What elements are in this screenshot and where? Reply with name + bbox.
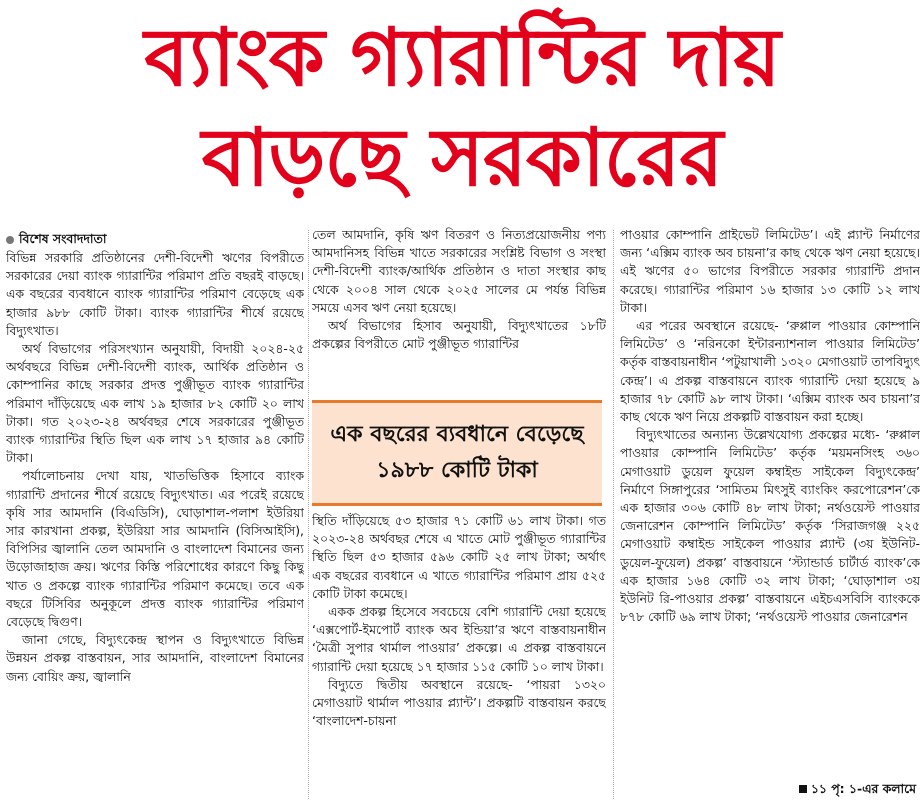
headline-line1: ব্যাংক গ্যারান্টির দায় — [144, 11, 780, 104]
byline — [6, 230, 304, 247]
byline-text: বিশেষ সংবাদদাতা — [19, 231, 107, 246]
paragraph: এর পরের অবস্থানে রয়েছে- ‘রুপ্পাল পাওয়ার কোম্পানি লিমিটেড’ ও ‘নরিনকো ইন্টারন্যাশনাল পাওয়ার লিমিটেড’ কর্তৃক বাস্তবায়নাধীন ‘পটুয়াখালী ১৩২০ মেগাওয়াট তাপবিদ্যুৎ কেন্দ্র’। এ প্রকল্প বাস্তবায়নে ব্যাংক গ্যারান্টি দেয়া হয়েছে ৯ হাজার ৭৮ কোটি ৯৮ লাখ টাকা। ‘এক্সিম ব্যাংক অব চায়না’র কাছ থেকে ঋণ নিয়ে প্রকল্পটি বাস্তবায়ন করা হচ্ছে। — [620, 318, 920, 425]
paragraph: পর্যালোচনায় দেখা যায়, খাতভিত্তিক হিসাবে ব্যাংক গ্যারান্টি প্রদানের শীর্ষে রয়েছে বিদ্যুৎখাত। এর পরেই রয়েছে কৃষি সার আমদানি (বিএডিসি), ঘোড়াশাল-পলাশ ইউরিয়া সার কারখানা প্রকল্প, ইউরিয়া সার আমদানি (বিসিআইসি), বিপিসির জ্বালানি তেল আমদানি ও বাংলাদেশ বিমানের জন্য উড়োজাহাজ ক্রয়। ঋণের কিস্তি পরিশোধের কারণে কিছু কিছু খাত ও প্রকল্পে ব্যাংক গ্যারান্টির পরিমাণ কমেছে। তবে এক বছরে টিসিবির অনুকূলে প্রদত্ত ব্যাংক গ্যারান্টির পরিমাণ বেড়েছে দ্বিগুণ। — [6, 468, 304, 630]
paragraph: অর্থ বিভাগের হিসাব অনুযায়ী, বিদ্যুৎখাতের ১৮টি প্রকল্পের বিপরীতে মোট পুঞ্জীভূত গ্যারান্টির — [312, 318, 606, 352]
paragraph: তেল আমদানি, কৃষি ঋণ বিতরণ ও নিত্যপ্রয়োজনীয় পণ্য আমদানিসহ বিভিন্ন খাতে সরকারের সংশ্লিষ্ট বিভাগ ও সংস্থা দেশী-বিদেশী ব্যাংক/আর্থিক প্রতিষ্ঠান ও দাতা সংস্থার কাছ থেকে ২০০৪ সাল থেকে ২০২৫ সালের মে পর্যন্ত বিভিন্ন সময়ে এসব ঋণ নেয়া হয়েছে। — [312, 227, 606, 315]
article-column-1 — [6, 230, 304, 805]
article-column-2-bottom — [312, 512, 606, 805]
paragraph: একক প্রকল্প হিসেবে সবচেয়ে বেশি গ্যারান্টি দেয়া হয়েছে ‘এক্সপোর্ট-ইমপোর্ট ব্যাংক অব ইন্ডিয়া’র ঋণে বাস্তবায়নাধীন ‘মৈত্রী সুপার থার্মাল পাওয়ার’ প্রকল্পে। এ প্রকল্প বাস্তবায়নে গ্যারান্টি দেয়া হয়েছে ১৭ হাজার ১১৫ কোটি ১০ লাখ টাকা। — [312, 604, 606, 674]
continuation-text: ১১ পৃ: ১-এর কলামে — [810, 781, 916, 796]
paragraph: জানা গেছে, বিদ্যুৎকেন্দ্র স্থাপন ও বিদ্যুৎখাতে বিভিন্ন উন্নয়ন প্রকল্প বাস্তবায়ন, সার আমদানি, বাংলাদেশ বিমানের জন্য বোয়িং ক্রয়, জ্বালানি — [6, 632, 304, 684]
headline — [0, 8, 924, 208]
continuation-note — [793, 781, 916, 801]
article-column-3 — [620, 226, 920, 805]
article-column-2-top — [312, 226, 606, 391]
column-divider — [613, 230, 614, 799]
pull-quote — [312, 400, 602, 506]
paragraph: বিদ্যুৎখাতের অন্যান্য উল্লেখযোগ্য প্রকল্পের মধ্যে- ‘রুপ্পাল পাওয়ার কোম্পানি লিমিটেড’ কর্তৃক ‘ময়মনসিংহ ৩৬০ মেগাওয়াট ডুয়েল ফুয়েল কম্বাইন্ড সাইকেল বিদ্যুৎকেন্দ্র’ নির্মাণে সিঙ্গাপুরের ‘সামিতম মিৎসুই ব্যাংকিং করপোরেশন’কে এক হাজার ৩০৬ কোটি ৪৮ লাখ টাকা; নর্থওয়েস্ট পাওয়ার জেনারেশন কোম্পানি লিমিটেড’ কর্তৃক ‘সিরাজগঞ্জ ২২৫ মেগাওয়াট কম্বাইন্ড সাইকেল পাওয়ার প্ল্যান্ট (৩য় ইউনিট-ডুয়েল-ফুয়েল) প্রকল্প’ বাস্তবায়নে ‘স্ট্যান্ডার্ড চার্টার্ড ব্যাংক’কে এক হাজার ১৬৪ কোটি ৩২ লাখ টাকা; ‘ঘোড়াশাল ৩য় ইউনিট রি-পাওয়ার প্রকল্প’ বাস্তবায়নে এইচএসবিসি ব্যাংককে ৮৭৮ কোটি ৬৯ লাখ টাকা; ‘নর্থওয়েস্ট পাওয়ার জেনারেশন — [620, 427, 920, 625]
paragraph: বিদ্যুতে দ্বিতীয় অবস্থানে রয়েছে- ‘পায়রা ১৩২০ মেগাওয়াট থার্মাল পাওয়ার প্ল্যান্ট’। প্রকল্পটি বাস্তবায়ন করছে ‘বাংলাদেশ-চায়না — [312, 676, 606, 729]
paragraph: অর্থ বিভাগের পরিসংখ্যান অনুযায়ী, বিদায়ী ২০২৪-২৫ অর্থবছরে বিভিন্ন দেশী-বিদেশী ব্যাংক, আর্থিক প্রতিষ্ঠান ও কোম্পানির কাছে সরকার প্রদত্ত পুঞ্জীভূত ব্যাংক গ্যারান্টির পরিমাণ দাঁড়িয়েছে এক লাখ ১৯ হাজার ৮২ কোটি ২০ লাখ টাকা। গত ২০২৩-২৪ অর্থবছর শেষে সরকারের পুঞ্জীভূত ব্যাংক গ্যারান্টির স্থিতি ছিল এক লাখ ১৭ হাজার ৯৪ কোটি টাকা। — [6, 341, 304, 466]
pull-quote-line2: ১৯৮৮ কোটি টাকা — [376, 458, 538, 483]
paragraph: বিভিন্ন সরকারি প্রতিষ্ঠানের দেশী-বিদেশী ঋণের বিপরীতে সরকারের দেয়া ব্যাংক গ্যারান্টির পরিমাণ প্রতি বছরই বাড়ছে। এক বছরের ব্যবধানে ব্যাংক গ্যারান্টির পরিমাণ বেড়েছে এক হাজার ৯৮৮ কোটি টাকা। ব্যাংক গ্যারান্টির শীর্ষে রয়েছে বিদ্যুৎখাত। — [6, 250, 304, 338]
bullet-icon — [6, 236, 14, 244]
column-divider — [308, 230, 309, 799]
paragraph: পাওয়ার কোম্পানি প্রাইভেট লিমিটেড’। এই প্ল্যান্ট নির্মাণের জন্য ‘এক্সিম ব্যাংক অব চায়না’র কাছ থেকে ঋণ নেয়া হয়েছে। এই ঋণের ৫০ ভাগের বিপরীতে সরকার গ্যারান্টি প্রদান করেছে। গ্যারান্টির পরিমাণ ১৬ হাজার ১৩ কোটি ১২ লাখ টাকা। — [620, 227, 920, 315]
paragraph: স্থিতি দাঁড়িয়েছে ৫৩ হাজার ৭১ কোটি ৬১ লাখ টাকা। গত ২০২৩-২৪ অর্থবছর শেষে এ খাতে মোট পুঞ্জীভূত গ্যারান্টির স্থিতি ছিল ৫৩ হাজার ৫৯৬ কোটি ২৫ লাখ টাকা; অর্থাৎ এক বছরের ব্যবধানে এ খাতে গ্যারান্টির পরিমাণ প্রায় ৫২৫ কোটি টাকা কমেছে। — [312, 513, 606, 601]
headline-line2: বাড়ছে সরকারের — [201, 111, 723, 204]
pull-quote-line1: এক বছরের ব্যবধানে বেড়েছে — [330, 422, 584, 447]
square-bullet-icon — [799, 785, 807, 793]
